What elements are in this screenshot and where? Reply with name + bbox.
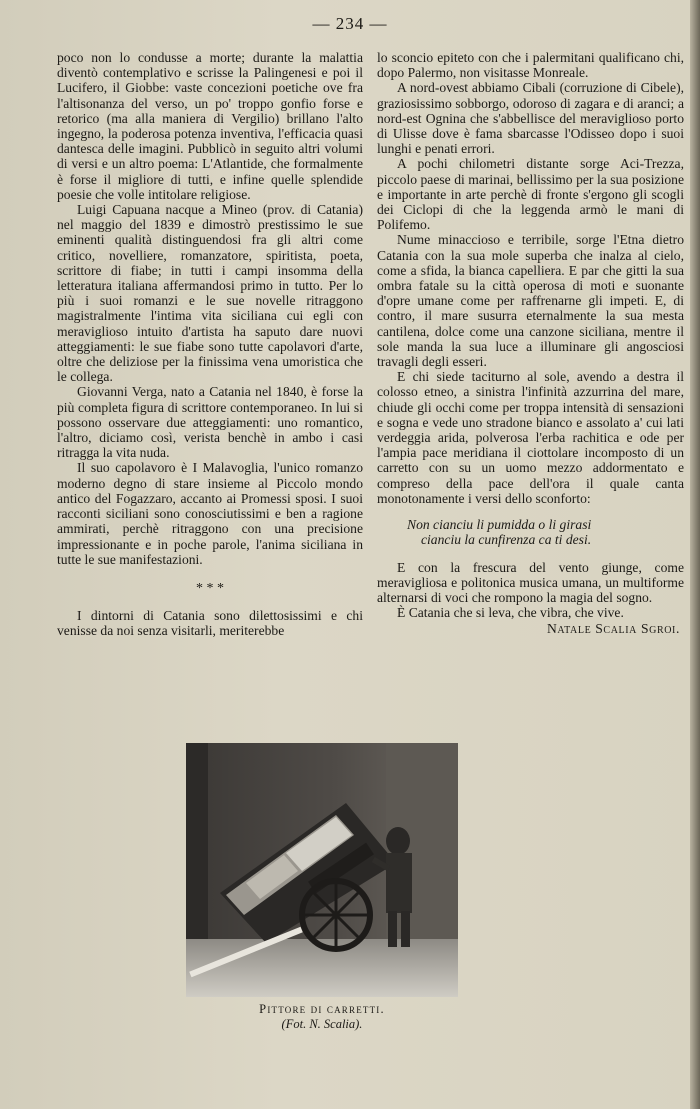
left-column <box>57 50 363 639</box>
right-paragraph-3: A pochi chilometri distante sorge Aci-Trezza, piccolo paese di marinai, bellissimo per la sua posizione e importante in arte perchè di fronte s'ergono gli scogli dei Ciclopi di che la leggenda armò le mani di Polifemo. <box>377 156 684 233</box>
right-paragraph-5: E chi siede taciturno al sole, avendo a destra il colosso etneo, a sinistra l'infinità azzurrina del mare, chiude gli occhi come per troppa intensità di sensazioni e sogna e vede uno stradone bianco e assolato a' cui lati verdeggia arida, polverosa l'erba rachitica e ode per l'ampia pace meridiana il ciottolare incomposto di un carretto con su un uomo mezzo addormentato e compreso della pace dell'ora il quale canta monotonamente i versi dello sconforto: <box>377 369 684 506</box>
right-paragraph-4: Nume minaccioso e terribile, sorge l'Etna dietro Catania con la sua mole superba che inalza al cielo, come a sfida, la bianca capelliera. E par che gitti la sua ombra fatale su la città operosa di moti e suonante d'opre umane come per raffrenarne gli impeti. E, di contro, il mare susurra eternalmente la sua mesta cantilena, dolce come una canzone siciliana, mentre il sole manda la sua luce a illuminare gli angosciosi travagli degli esseri. <box>377 232 684 370</box>
right-paragraph-6: E con la frescura del vento giunge, come meravigliosa e politonica musica umana, un multiforme alternarsi di voci che rompono la magia del sogno. <box>377 559 684 605</box>
left-paragraph-1: poco non lo condusse a morte; durante la malattia diventò contemplativo e scrisse la Palingenesi e poi il Lucifero, il Giobbe: vaste concezioni poetiche ove fra l'altisonanza del verso, un po' troppo gonfio forse e retorico (ma alla maniera di Vergilio) brillano l'alto ingegno, la poderosa potenza inventiva, l'efficacia quasi dantesca delle imagini. Pubblicò in seguito altri volumi di versi e un altro poema: L'Atlantide, che formalmente è forse il migliore di tutti, e infine quelle splendide poesie che volle intitolare religiose. <box>57 50 363 202</box>
cart-painter-photo-image <box>186 743 458 997</box>
right-paragraph-2: A nord-ovest abbiamo Cibali (corruzione di Cibele), graziosissimo sobborgo, odoroso di zagara e di aranci; a nord-est Ognina che s'abbellisce del meraviglioso porto di Ulisse dove è fama sbarcasse l'Odisseo dopo i suoi lunghi e penati errori. <box>377 80 684 157</box>
author-signature: Natale Scalia Sgroi. <box>547 621 680 637</box>
dialect-verse <box>407 517 684 547</box>
verse-line-1: Non cianciu li pumidda o li girasi <box>407 517 592 533</box>
left-paragraph-5: I dintorni di Catania sono dilettosissimi e chi venisse da noi senza visitarli, meriterebbe <box>57 608 363 639</box>
right-paragraph-1: lo sconcio epiteto con che i palermitani qualificano chi, dopo Palermo, non visitasse Monreale. <box>377 50 684 81</box>
right-column <box>377 50 684 637</box>
verse-line-2: cianciu la cunfirenza ca ti desi. <box>421 532 592 548</box>
caption-title: Pittore di carretti. <box>259 1002 385 1016</box>
left-paragraph-2: Luigi Capuana nacque a Mineo (prov. di Catania) nel maggio del 1839 e dimostrò prestissimo le sue eminenti qualità distinguendosi fra gli altri come critico, novelliere, romanzatore, spiritista, poeta, scrittore di fiabe; in tutti i campi insomma della letteratura italiana affermandosi primo in tutto. Per lo più i suoi romanzi e le sue novelle ritraggono magistralmente l'intima vita siciliana cui egli con meraviglioso intuito d'artista ha saputo dare nuovi atteggiamenti: le sue fiabe sono tutte capolavori d'arte, oltre che deliziose per la finissima vena umoristica che le collega. <box>57 202 363 385</box>
page-number: — 234 — <box>312 14 388 33</box>
left-paragraph-3: Giovanni Verga, nato a Catania nel 1840, è forse la più completa figura di scrittore contemporaneo. In lui si possono osservare due atteggiamenti: uno romantico, l'altro, diciamo così, verista benchè in ambo i casi ritragga la vita nuda. <box>57 384 363 461</box>
section-separator: * * * <box>196 580 224 596</box>
cart-painter-photo <box>186 743 458 997</box>
page-edge-shadow <box>690 0 700 1109</box>
right-paragraph-7: È Catania che si leva, che vibra, che vive. <box>397 605 624 621</box>
photo-caption <box>186 1002 458 1032</box>
caption-credit: (Fot. N. Scalia). <box>281 1017 363 1031</box>
left-paragraph-4: Il suo capolavoro è I Malavoglia, l'unico romanzo moderno degno di stare insieme al Piccolo mondo antico del Fogazzaro, accanto ai Promessi sposi. I suoi racconti siciliani sono conosciutissimi e ben a ragione ammirati, perchè ritraggono con una precisione impressionante e in poche parole, l'anima siciliana in tutte le sue manifestazioni. <box>57 460 363 567</box>
